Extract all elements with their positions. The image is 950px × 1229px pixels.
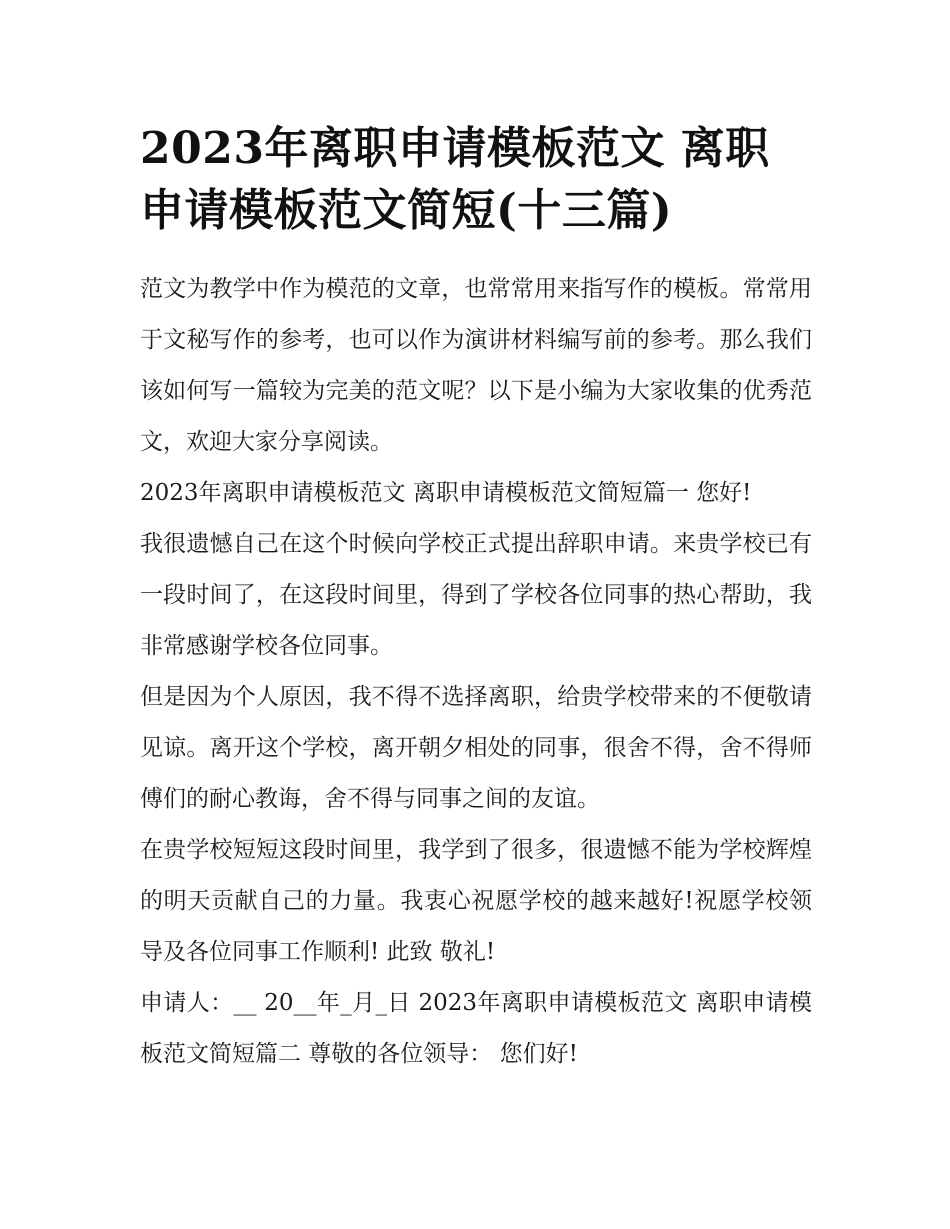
document-title: 2023年离职申请模板范文 离职申请模板范文简短(十三篇): [140, 123, 770, 236]
paragraph-wishes: 在贵学校短短这段时间里，我学到了很多，很遗憾不能为学校辉煌的明天贡献自己的力量。我衷心祝愿学校的越来越好!祝愿学校领导及各位同事工作顺利! 此致 敬礼!: [140, 837, 812, 965]
paragraph-section-one-heading: 2023年离职申请模板范文 离职申请模板范文简短篇一 您好!: [140, 480, 752, 506]
paragraph-resignation-notice: 我很遗憾自己在这个时候向学校正式提出辞职申请。来贵学校已有一段时间了，在这段时间里，得到了学校各位同事的热心帮助，我非常感谢学校各位同事。: [140, 531, 812, 659]
paragraph-reason: 但是因为个人原因，我不得不选择离职，给贵学校带来的不便敬请见谅。离开这个学校，离开朝夕相处的同事，很舍不得，舍不得师傅们的耐心教诲，舍不得与同事之间的友谊。: [140, 684, 812, 812]
paragraph-list: [140, 264, 812, 1080]
paragraph-intro: 范文为教学中作为模范的文章，也常常用来指写作的模板。常常用于文秘写作的参考，也可以作为演讲材料编写前的参考。那么我们该如何写一篇较为完美的范文呢？以下是小编为大家收集的优秀范文，欢迎大家分享阅读。: [140, 276, 812, 455]
paragraph-signature: 申请人：__ 20__年_月_日 2023年离职申请模板范文 离职申请模板范文简短篇二 尊敬的各位领导： 您们好!: [140, 990, 812, 1067]
document-body: [140, 118, 812, 1080]
